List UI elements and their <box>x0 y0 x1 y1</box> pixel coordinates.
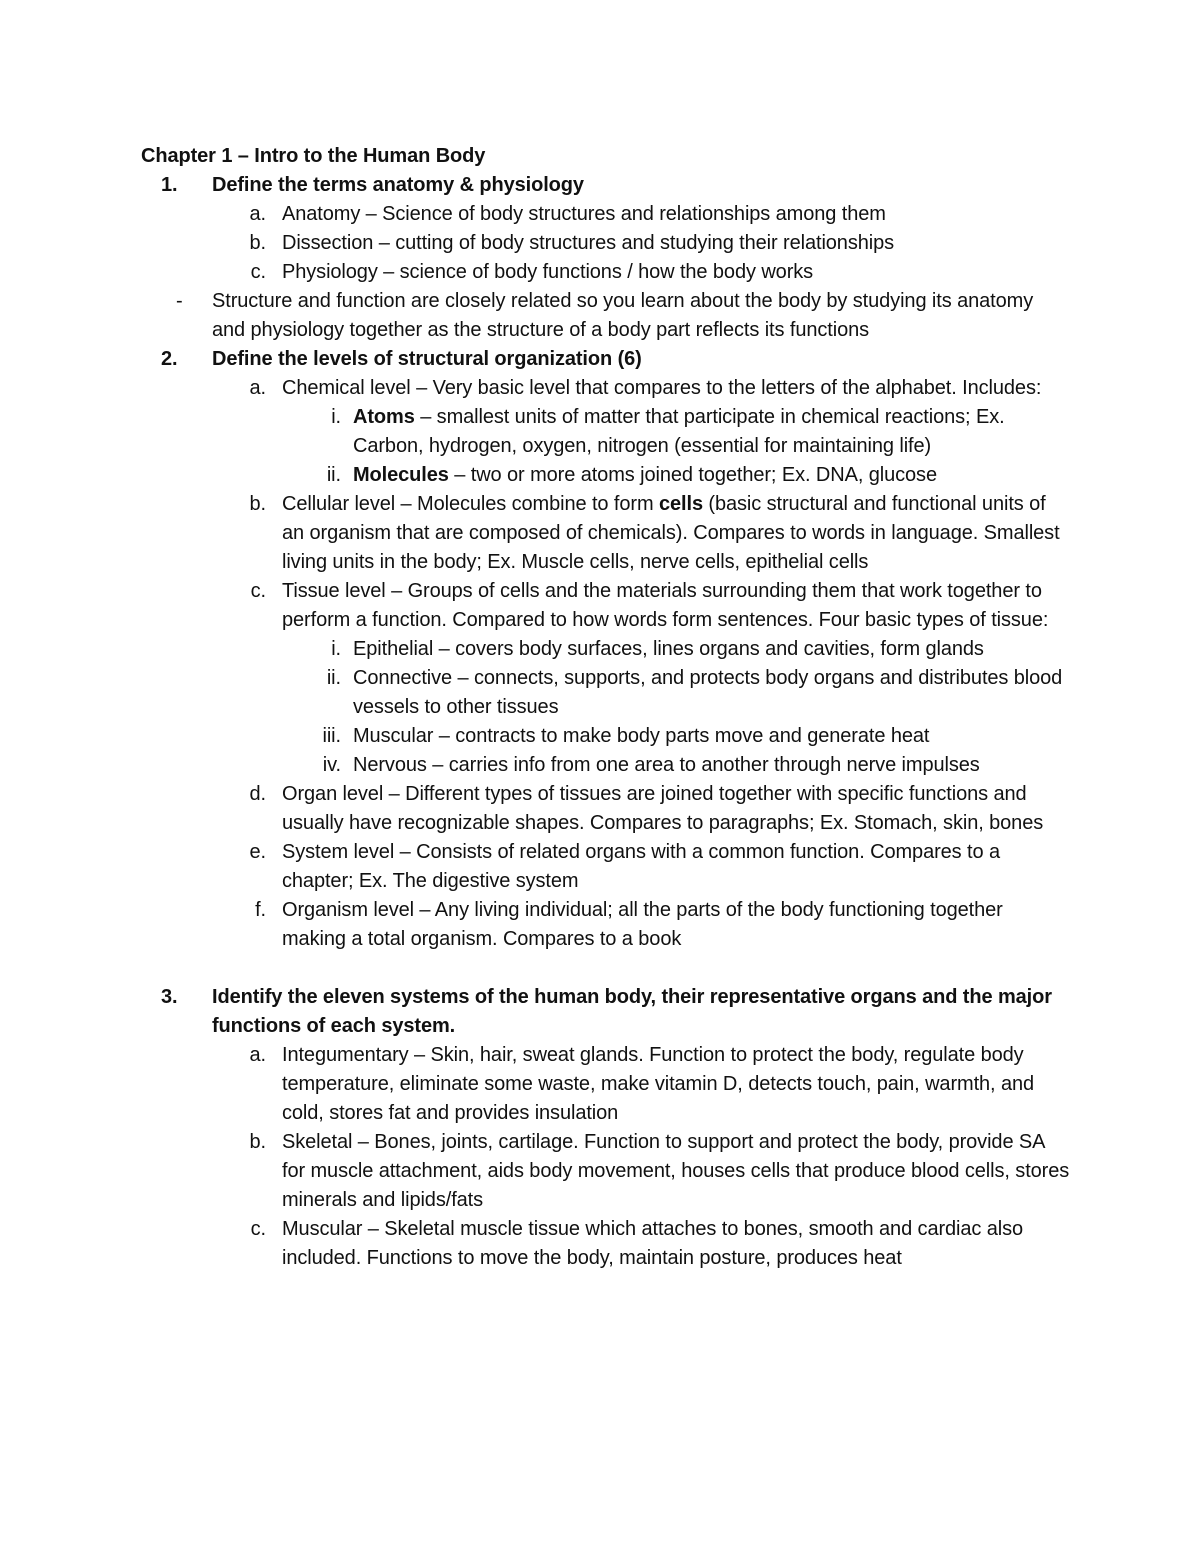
list-item-text: Tissue level – Groups of cells and the materials surrounding them that work together to perform a function. Compared to how words form sentences. Four basic types of tissue: <box>282 580 1049 631</box>
list-marker: b. <box>249 232 266 254</box>
list-marker: c. <box>250 261 266 283</box>
list-item <box>141 896 1071 954</box>
list-item-text: Chemical level – Very basic level that compares to the letters of the alphabet. Includes: <box>282 377 1042 399</box>
list-marker: c. <box>250 580 266 602</box>
list-marker: f. <box>255 899 266 921</box>
sub-list-item-text: – smallest units of matter that participate in chemical reactions; Ex. Carbon, hydrogen, oxygen, nitrogen (essential for maintaining life) <box>353 406 1005 457</box>
sub-list-marker: i. <box>331 638 341 660</box>
list-item-text: Integumentary – Skin, hair, sweat glands. Function to protect the body, regulate body temperature, eliminate some waste, make vitamin D, detects touch, pain, warmth, and cold, stores fat and provides insulation <box>282 1044 1035 1124</box>
list-item-text: Dissection – cutting of body structures and studying their relationships <box>282 232 895 254</box>
list-item-text: Muscular – Skeletal muscle tissue which attaches to bones, smooth and cardiac also included. Functions to move the body, maintain posture, produces heat <box>282 1218 1024 1269</box>
list-item <box>141 577 1071 635</box>
sub-list-item <box>141 635 1071 664</box>
sub-list-item-text: Muscular – contracts to make body parts move and generate heat <box>353 725 930 747</box>
list-item <box>141 490 1071 577</box>
note-item <box>141 287 1071 345</box>
list-item <box>141 258 1071 287</box>
list-item-text: Skeletal – Bones, joints, cartilage. Function to support and protect the body, provide SA for muscle attachment, aids body movement, houses cells that produce blood cells, stores minerals and lipids/fats <box>282 1131 1070 1211</box>
sub-list-item-text: Connective – connects, supports, and protects body organs and distributes blood vessels to other tissues <box>353 667 1063 718</box>
list-marker: a. <box>249 1044 266 1066</box>
sub-list-item <box>141 461 1071 490</box>
chapter-title: Chapter 1 – Intro to the Human Body <box>141 145 486 167</box>
list-item-text: Cellular level – Molecules combine to form <box>282 493 659 515</box>
list-item-text: Organism level – Any living individual; all the parts of the body functioning together making a total organism. Compares to a book <box>282 899 1003 950</box>
list-marker: d. <box>249 783 266 805</box>
term: Molecules <box>353 464 449 486</box>
list-marker: c. <box>250 1218 266 1240</box>
list-item <box>141 200 1071 229</box>
section-heading <box>141 345 1071 374</box>
list-item <box>141 1215 1071 1273</box>
sub-list-item-text: – two or more atoms joined together; Ex. DNA, glucose <box>448 464 937 486</box>
section-number: 3. <box>161 986 178 1008</box>
section-heading <box>141 171 1071 200</box>
list-marker: b. <box>249 1131 266 1153</box>
list-item-text: Physiology – science of body functions / how the body works <box>282 261 814 283</box>
sub-list-item-text: Epithelial – covers body surfaces, lines organs and cavities, form glands <box>353 638 984 660</box>
section-heading <box>141 983 1071 1041</box>
section-heading-text: Define the levels of structural organization (6) <box>212 348 642 370</box>
list-item <box>141 229 1071 258</box>
document-body <box>141 142 1071 1273</box>
section-number: 1. <box>161 174 178 196</box>
list-item <box>141 1041 1071 1128</box>
sub-list-marker: iv. <box>322 754 341 776</box>
sub-list-marker: ii. <box>326 667 341 689</box>
sub-list-marker: ii. <box>326 464 341 486</box>
section-number: 2. <box>161 348 178 370</box>
list-item-text: (basic structural and functional units of an organism that are composed of chemicals). Compares to words in language. Smallest living units in the body; Ex. Muscle cells, nerve cells, epithelial cells <box>282 493 1060 573</box>
list-marker: a. <box>249 203 266 225</box>
section-heading-text: Define the terms anatomy & physiology <box>212 174 584 196</box>
list-item <box>141 780 1071 838</box>
section-heading-text: Identify the eleven systems of the human body, their representative organs and the major functions of each system. <box>212 986 1052 1037</box>
list-item-text: System level – Consists of related organs with a common function. Compares to a chapter; Ex. The digestive system <box>282 841 1000 892</box>
dash-marker: - <box>176 290 183 312</box>
sub-list-item <box>141 664 1071 722</box>
sub-list-item <box>141 751 1071 780</box>
list-item <box>141 838 1071 896</box>
sub-list-marker: i. <box>331 406 341 428</box>
term: cells <box>658 493 703 515</box>
list-item-text: Organ level – Different types of tissues are joined together with specific functions and usually have recognizable shapes. Compares to paragraphs; Ex. Stomach, skin, bones <box>282 783 1044 834</box>
list-item-text: Anatomy – Science of body structures and relationships among them <box>282 203 886 225</box>
note-text: Structure and function are closely related so you learn about the body by studying its anatomy and physiology together as the structure of a body part reflects its functions <box>212 290 1034 341</box>
list-marker: a. <box>249 377 266 399</box>
list-marker: e. <box>249 841 266 863</box>
list-marker: b. <box>249 493 266 515</box>
blank-line <box>141 954 1071 983</box>
sub-list-item <box>141 403 1071 461</box>
sub-list-marker: iii. <box>322 725 341 747</box>
sub-list-item <box>141 722 1071 751</box>
term: Atoms <box>353 406 415 428</box>
sub-list-item-text: Nervous – carries info from one area to another through nerve impulses <box>353 754 980 776</box>
list-item <box>141 374 1071 403</box>
list-item <box>141 1128 1071 1215</box>
